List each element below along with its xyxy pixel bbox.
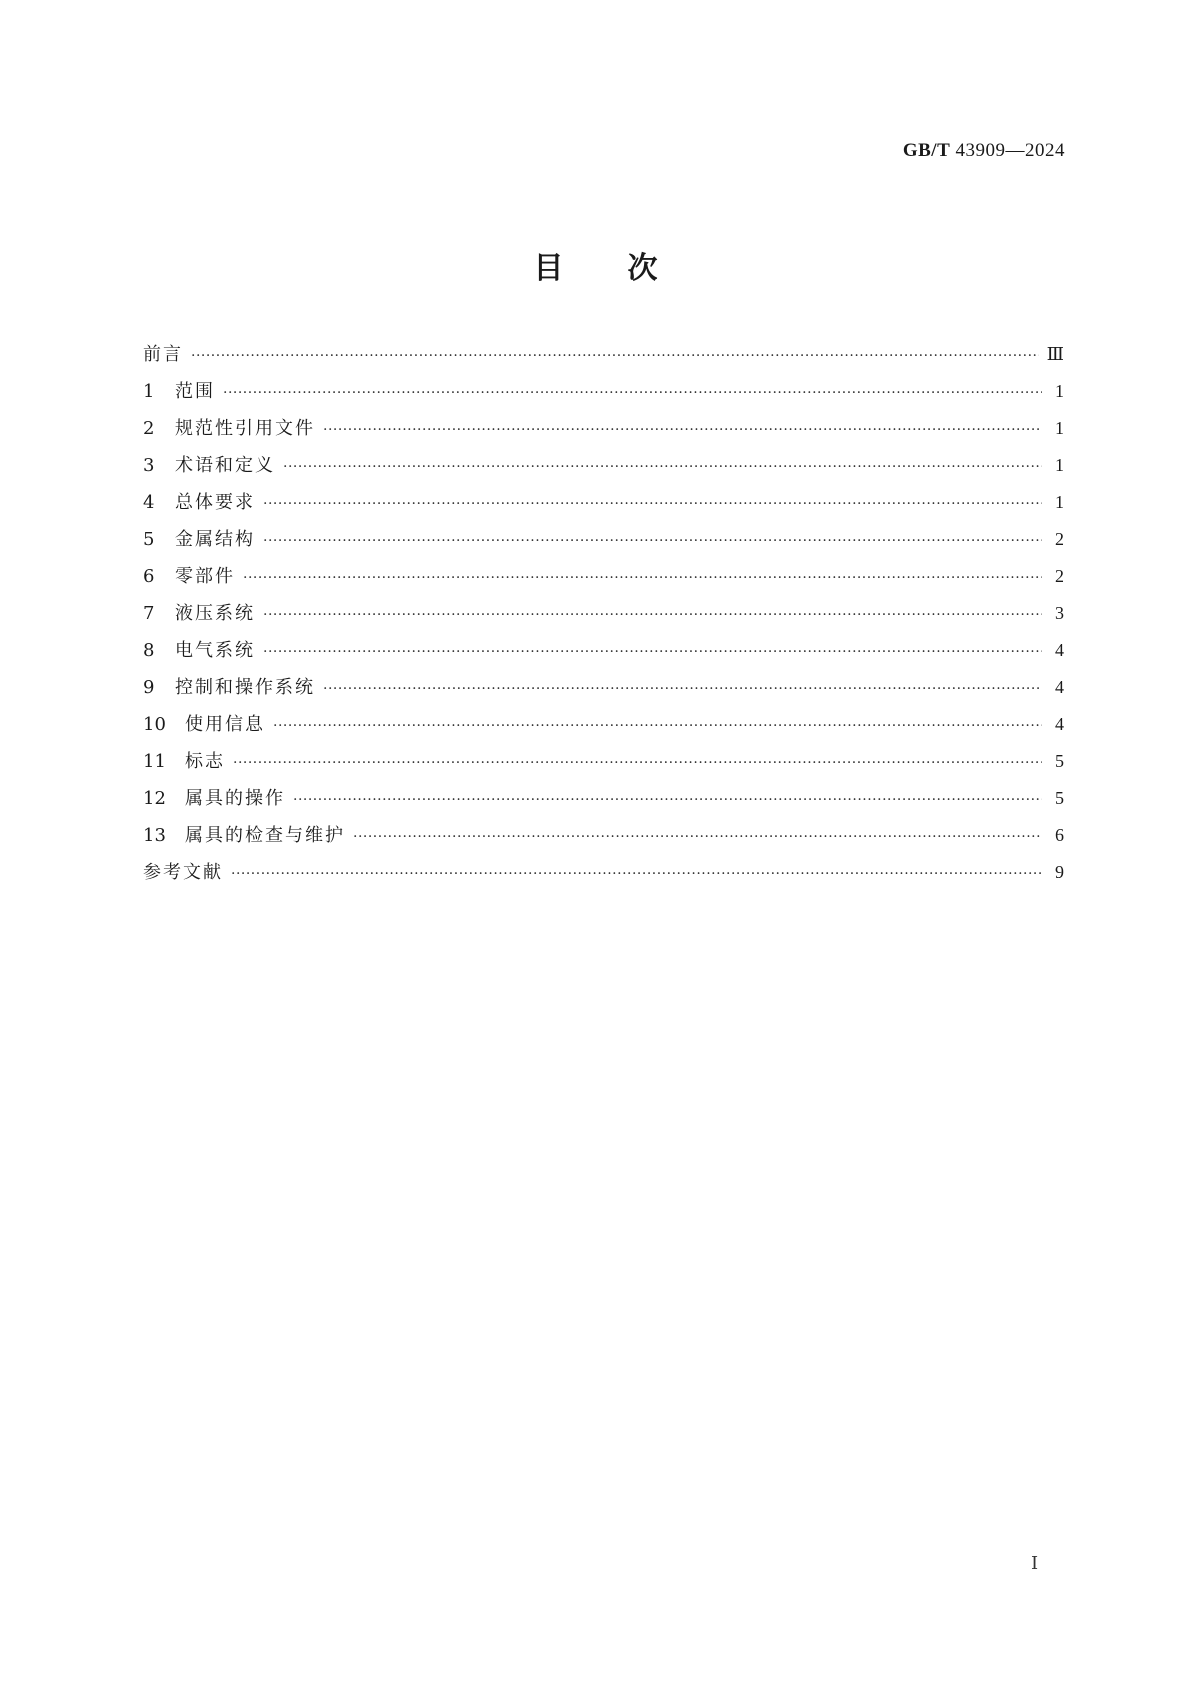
toc-entry-foreword[interactable] [143, 340, 1064, 377]
toc-entry-page: 1 [1055, 381, 1064, 401]
toc-entry-number: 13 [143, 825, 166, 846]
dot-leader [263, 495, 1042, 513]
toc-entry-label: 术语和定义 [175, 455, 275, 476]
toc-entry-2[interactable] [143, 414, 1064, 451]
dot-leader [263, 643, 1042, 661]
dot-leader [353, 828, 1042, 846]
toc-entry-label: 控制和操作系统 [175, 677, 315, 698]
toc-entry-10[interactable] [143, 710, 1064, 747]
toc-entry-1[interactable] [143, 377, 1064, 414]
toc-entry-number: 9 [143, 677, 155, 698]
dot-leader [293, 791, 1042, 809]
toc-entry-label: 总体要求 [175, 492, 255, 513]
toc-entry-page: 4 [1055, 677, 1064, 697]
dot-leader [191, 347, 1039, 365]
toc-entry-page: 4 [1055, 640, 1064, 660]
dot-leader [263, 532, 1042, 550]
toc-entry-page: 1 [1055, 418, 1064, 438]
standard-code: 43909—2024 [955, 140, 1065, 161]
toc-entry-page: 2 [1055, 529, 1064, 549]
toc-entry-page: 1 [1055, 455, 1064, 475]
toc-entry-page: 1 [1055, 492, 1064, 512]
toc-entry-label: 属具的检查与维护 [185, 825, 345, 846]
toc-entry-page: 5 [1055, 751, 1064, 771]
toc-entry-number: 11 [143, 751, 166, 772]
toc-entry-9[interactable] [143, 673, 1064, 710]
page-number: Ⅰ [1031, 1553, 1039, 1573]
toc-entry-label: 参考文献 [143, 862, 223, 883]
toc-entry-page: 2 [1055, 566, 1064, 586]
toc-entry-label: 规范性引用文件 [175, 418, 315, 439]
toc-entry-6[interactable] [143, 562, 1064, 599]
toc-entry-number: 10 [143, 714, 166, 735]
toc-entry-12[interactable] [143, 784, 1064, 821]
toc-entry-number: 8 [143, 640, 155, 661]
dot-leader [273, 717, 1042, 735]
toc-entry-3[interactable] [143, 451, 1064, 488]
toc-entry-7[interactable] [143, 599, 1064, 636]
dot-leader [323, 680, 1042, 698]
toc-entry-label: 零部件 [175, 566, 235, 587]
toc-title: 目次 [533, 251, 722, 286]
toc-entry-8[interactable] [143, 636, 1064, 673]
toc-entry-label: 范围 [175, 381, 215, 402]
toc-entry-number: 3 [143, 455, 155, 476]
toc-entry-number: 2 [143, 418, 155, 439]
dot-leader [223, 384, 1042, 402]
toc-entry-page: 5 [1055, 788, 1064, 808]
dot-leader [323, 421, 1042, 439]
standard-number [903, 140, 1065, 162]
toc-entry-4[interactable] [143, 488, 1064, 525]
dot-leader [263, 606, 1042, 624]
toc-entry-label: 标志 [185, 751, 225, 772]
toc-entry-bibliography[interactable] [143, 858, 1064, 895]
toc-entry-11[interactable] [143, 747, 1064, 784]
toc-entry-page: 6 [1055, 825, 1064, 845]
dot-leader [243, 569, 1042, 587]
toc-entry-number: 7 [143, 603, 155, 624]
toc-entry-label: 使用信息 [185, 714, 265, 735]
toc-entry-page: Ⅲ [1046, 344, 1064, 364]
toc-entry-number: 6 [143, 566, 155, 587]
table-of-contents [143, 340, 1064, 895]
toc-entry-number: 4 [143, 492, 155, 513]
toc-entry-page: 9 [1055, 862, 1064, 882]
toc-entry-label: 属具的操作 [185, 788, 285, 809]
toc-entry-5[interactable] [143, 525, 1064, 562]
toc-entry-label: 电气系统 [175, 640, 255, 661]
dot-leader [283, 458, 1042, 476]
toc-entry-number: 12 [143, 788, 166, 809]
standard-prefix: GB/T [902, 140, 951, 161]
toc-entry-label: 前言 [143, 344, 183, 365]
dot-leader [231, 865, 1042, 883]
dot-leader [233, 754, 1042, 772]
toc-entry-number: 5 [143, 529, 155, 550]
toc-entry-label: 液压系统 [175, 603, 255, 624]
toc-entry-number: 1 [143, 381, 155, 402]
toc-entry-label: 金属结构 [175, 529, 255, 550]
toc-entry-page: 3 [1055, 603, 1064, 623]
toc-entry-page: 4 [1055, 714, 1064, 734]
toc-entry-13[interactable] [143, 821, 1064, 858]
